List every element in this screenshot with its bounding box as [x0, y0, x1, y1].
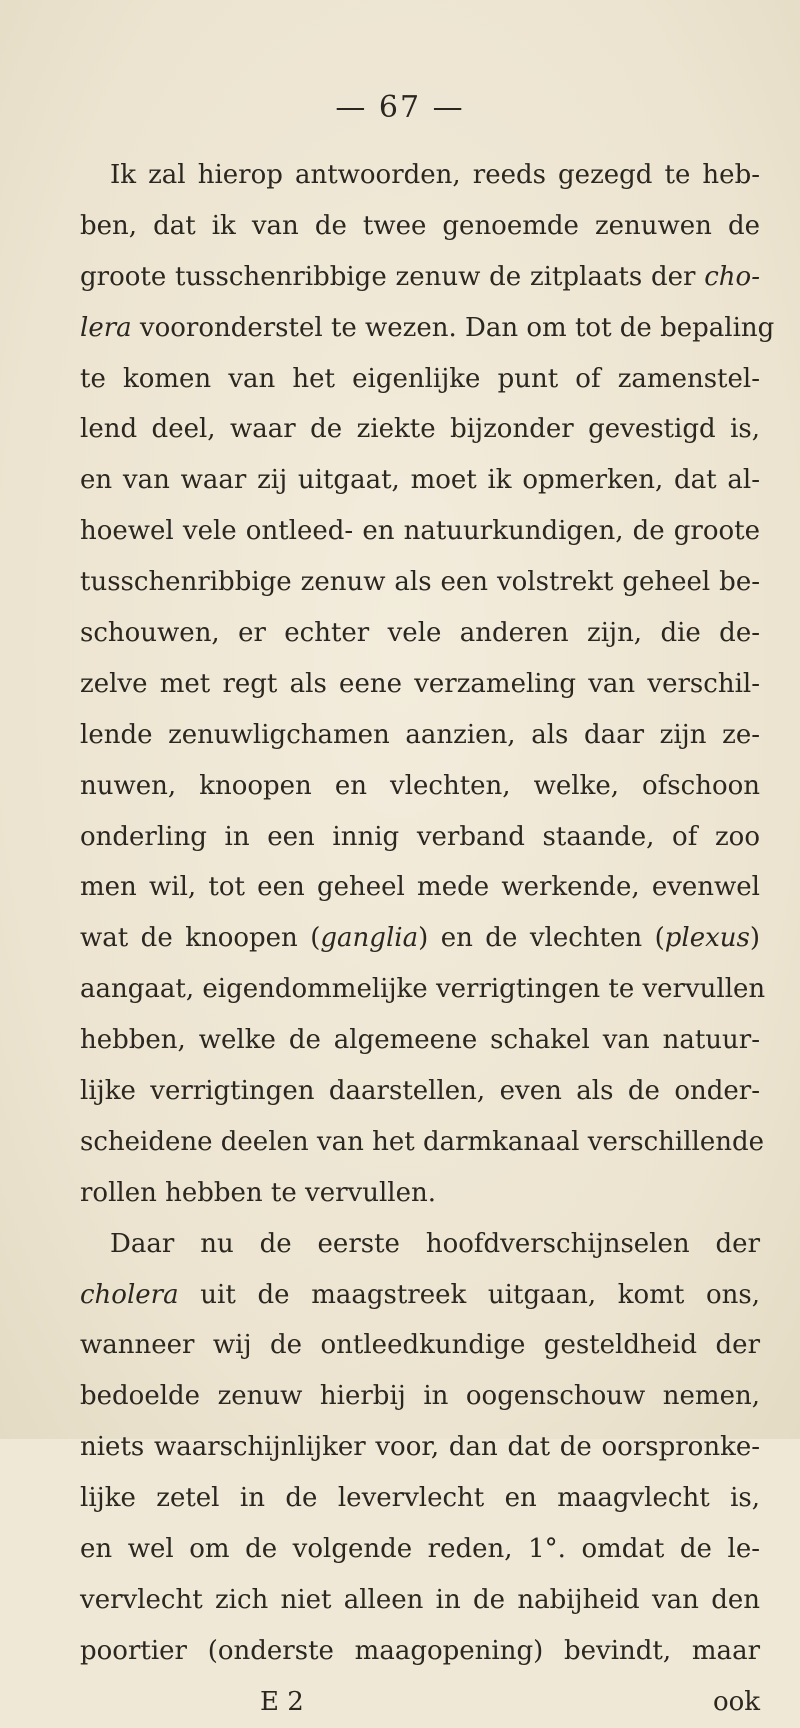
text-line: schouwen, er echter vele anderen zijn, die de- [80, 618, 760, 649]
text-line: scheidene deelen van het darmkanaal verschillende [80, 1126, 765, 1157]
text-line: en wel om de volgende reden, 1°. omdat de le- [80, 1534, 760, 1565]
catchword: ook [712, 1686, 760, 1717]
text-line: lend deel, waar de ziekte bijzonder gevestigd is, [80, 414, 760, 445]
text-line: poortier (onderste maagopening) bevindt, maar [80, 1635, 760, 1666]
page-number: — 67 — [335, 90, 465, 125]
text-line: vervlecht zich niet alleen in de nabijheid van den [80, 1584, 760, 1615]
text-line: rollen hebben te vervullen. [80, 1177, 436, 1208]
text-line: lijke zetel in de levervlecht en maagvlecht is, [80, 1483, 760, 1514]
text-line: cholera uit de maagstreek uitgaan, komt ons, [80, 1279, 760, 1310]
text-line: zelve met regt als eene verzameling van verschil- [80, 668, 760, 699]
text-line: nuwen, knoopen en vlechten, welke, ofschoon [80, 770, 760, 801]
text-line: lijke verrigtingen daarstellen, even als de onder- [80, 1076, 760, 1107]
text-line: lende zenuwligchamen aanzien, als daar zijn ze- [80, 719, 760, 750]
text-line: Ik zal hierop antwoorden, reeds gezegd te heb- [110, 160, 760, 190]
text-line: wat de knoopen (ganglia) en de vlechten (plexus) [80, 923, 760, 954]
signature-mark: E 2 [260, 1686, 304, 1717]
text-line: bedoelde zenuw hierbij in oogenschouw nemen, [80, 1381, 760, 1412]
text-line: hebben, welke de algemeene schakel van natuur- [80, 1025, 760, 1056]
text-line: Daar nu de eerste hoofdverschijnselen der [110, 1228, 760, 1259]
text-line: hoewel vele ontleed- en natuurkundigen, de groote [80, 516, 760, 547]
text-line: te komen van het eigenlijke punt of zamenstel- [80, 363, 760, 394]
text-line: men wil, tot een geheel mede werkende, evenwel [80, 872, 760, 903]
text-line: onderling in een innig verband staande, of zoo [80, 821, 760, 852]
text-line: aangaat, eigendommelijke verrigtingen te vervullen [80, 974, 766, 1005]
text-line: groote tusschenribbige zenuw de zitplaats der cho- [80, 261, 760, 292]
body-text [80, 150, 775, 1728]
text-line: lera vooronderstel te wezen. Dan om tot de bepaling [80, 312, 775, 343]
text-line: wanneer wij de ontleedkundige gesteldheid der [80, 1330, 760, 1361]
text-line: tusschenribbige zenuw als een volstrekt geheel be- [80, 567, 760, 598]
page-footer [80, 1677, 760, 1728]
text-line: en van waar zij uitgaat, moet ik opmerken, dat al- [80, 465, 760, 496]
text-line: ben, dat ik van de twee genoemde zenuwen de [80, 210, 760, 241]
text-line: niets waarschijnlijker voor, dan dat de oorspronke- [80, 1432, 760, 1463]
